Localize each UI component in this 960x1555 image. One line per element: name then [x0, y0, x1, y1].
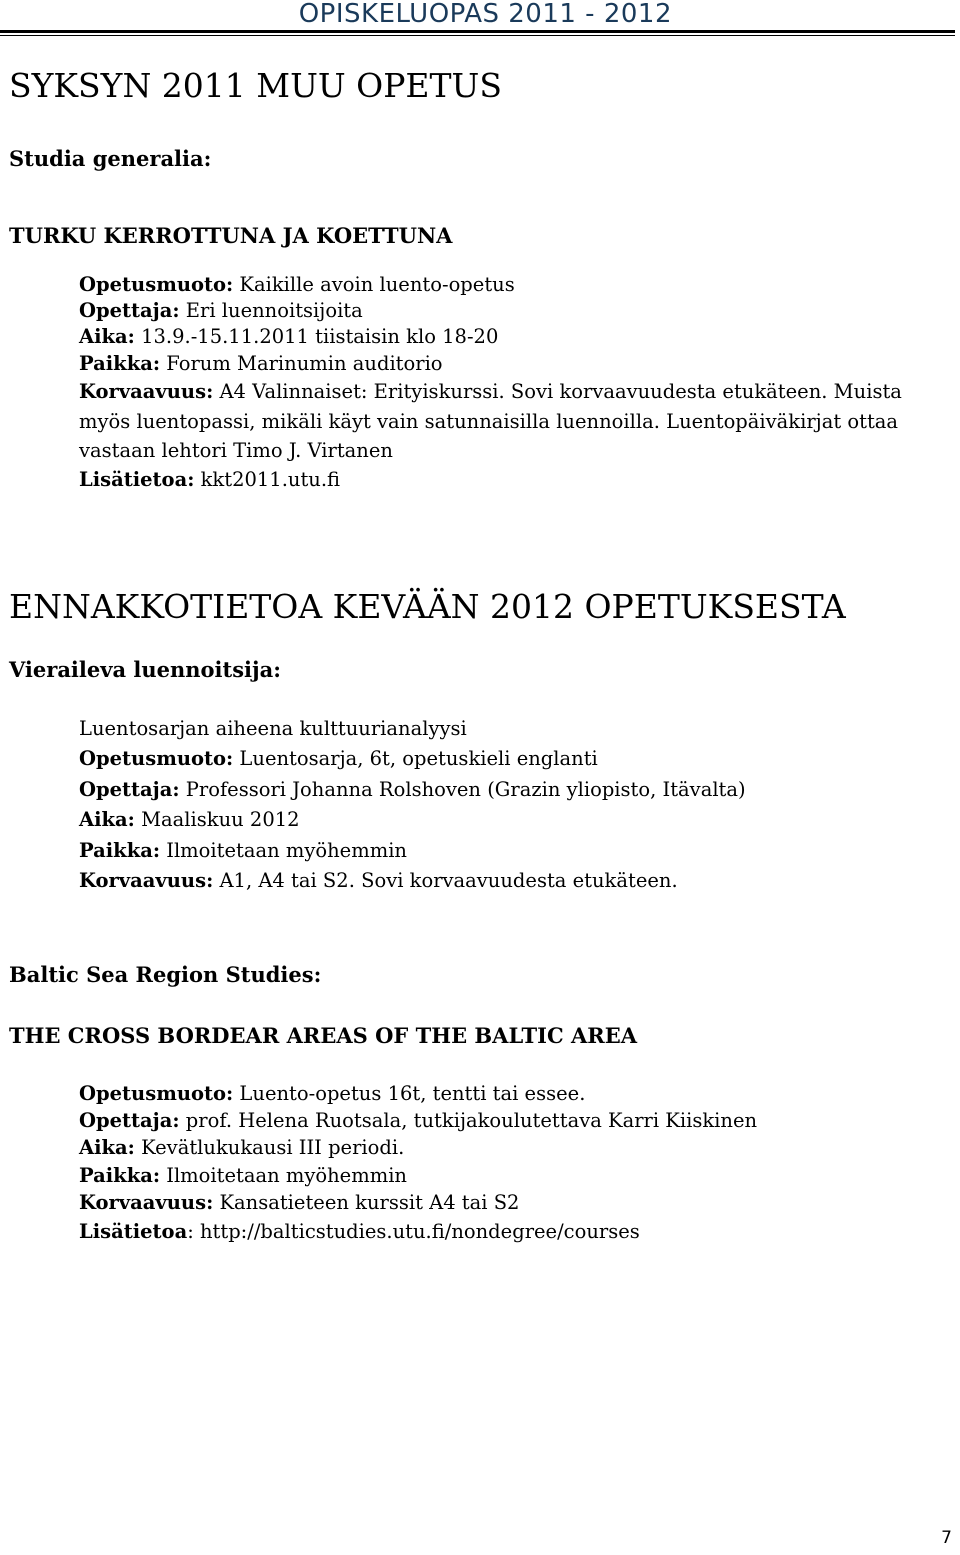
value: Luento-opetus 16t, tentti tai essee. — [233, 1082, 586, 1105]
section1-subheading: Studia generalia: — [9, 146, 212, 171]
value: Forum Marinumin auditorio — [160, 351, 443, 375]
label: Paikka: — [79, 838, 161, 862]
label: Opettaja: — [79, 1109, 180, 1133]
label: Korvaavuus: — [79, 379, 214, 403]
detail-opettaja — [79, 298, 902, 324]
value: prof. Helena Ruotsala, tutkijakoulutettava Karri Kiiskinen — [179, 1109, 758, 1133]
value: Professori Johanna Rolshoven (Grazin yliopisto, Itävalta) — [179, 777, 746, 801]
label: Opettaja: — [79, 777, 180, 801]
detail-paikka — [79, 1162, 757, 1189]
value: kkt2011.utu.fi — [194, 467, 341, 491]
value: Maaliskuu 2012 — [134, 808, 300, 832]
section1-course-title: TURKU KERROTTUNA JA KOETTUNA — [9, 223, 453, 248]
detail-opettaja — [79, 775, 746, 805]
label: Paikka: — [79, 351, 161, 375]
detail-opetusmuoto — [79, 1080, 757, 1107]
value: Kevätlukukausi III periodi. — [134, 1136, 405, 1160]
section3-subheading: Baltic Sea Region Studies: — [9, 962, 322, 987]
label: Opettaja: — [79, 299, 180, 323]
detail-lisatietoa — [79, 465, 902, 494]
label: Opetusmuoto: — [79, 273, 234, 296]
value: Kansatieteen kurssit A4 tai S2 — [213, 1190, 520, 1214]
section1-details — [79, 272, 902, 494]
section3-course-title: THE CROSS BORDEAR AREAS OF THE BALTIC AREA — [9, 1023, 638, 1048]
label: Korvaavuus: — [79, 1190, 214, 1214]
detail-opetusmuoto — [79, 744, 746, 774]
label: Lisätietoa — [79, 1220, 188, 1244]
header-title: OPISKELUOPAS 2011 - 2012 — [298, 0, 672, 29]
detail-aika — [79, 324, 902, 350]
section2-subheading: Vieraileva luennoitsija: — [9, 657, 281, 682]
section2-details — [79, 714, 746, 896]
label: Paikka: — [79, 1163, 161, 1187]
detail-intro: Luentosarjan aiheena kulttuurianalyysi — [79, 717, 467, 740]
value: 13.9.-15.11.2011 tiistaisin klo 18-20 — [134, 325, 499, 349]
label: Opetusmuoto: — [79, 747, 234, 771]
detail-aika — [79, 805, 746, 835]
detail-opetusmuoto — [79, 272, 902, 298]
value: Ilmoitetaan myöhemmin — [160, 1163, 407, 1187]
detail-opettaja — [79, 1107, 757, 1134]
label: Aika: — [79, 325, 135, 349]
value: Ilmoitetaan myöhemmin — [160, 838, 407, 862]
value: Eri luennoitsijoita — [179, 299, 363, 323]
value: A4 Valinnaiset: Erityiskurssi. Sovi korvaavuudesta etukäteen. Muista — [213, 379, 902, 403]
detail-korvaavuus — [79, 377, 902, 407]
detail-korvaavuus-line2: myös luentopassi, mikäli käyt vain satunnaisilla luennoilla. Luentopäiväkirjat ottaa — [79, 409, 899, 433]
label: Lisätietoa: — [79, 467, 195, 491]
detail-aika — [79, 1134, 757, 1161]
detail-korvaavuus — [79, 1189, 757, 1216]
detail-korvaavuus-line3: vastaan lehtori Timo J. Virtanen — [79, 438, 393, 462]
label: Opetusmuoto: — [79, 1082, 234, 1105]
section1-title: SYKSYN 2011 MUU OPETUS — [9, 66, 502, 105]
value: A1, A4 tai S2. Sovi korvaavuudesta etukäteen. — [213, 869, 678, 893]
section2-title: ENNAKKOTIETOA KEVÄÄN 2012 OPETUKSESTA — [9, 587, 846, 626]
detail-paikka — [79, 836, 746, 866]
page-number: 7 — [941, 1528, 952, 1548]
detail-lisatietoa — [79, 1216, 757, 1248]
section3-details — [79, 1080, 757, 1248]
value: Kaikille avoin luento-opetus — [233, 273, 515, 296]
header-rule — [0, 30, 955, 33]
header-rule-thin — [0, 35, 955, 36]
value: Luentosarja, 6t, opetuskieli englanti — [233, 747, 598, 771]
value: : http://balticstudies.utu.fi/nondegree/courses — [187, 1220, 640, 1244]
detail-paikka — [79, 351, 902, 377]
detail-korvaavuus — [79, 866, 746, 896]
label: Aika: — [79, 808, 135, 832]
label: Korvaavuus: — [79, 869, 214, 893]
label: Aika: — [79, 1136, 135, 1160]
